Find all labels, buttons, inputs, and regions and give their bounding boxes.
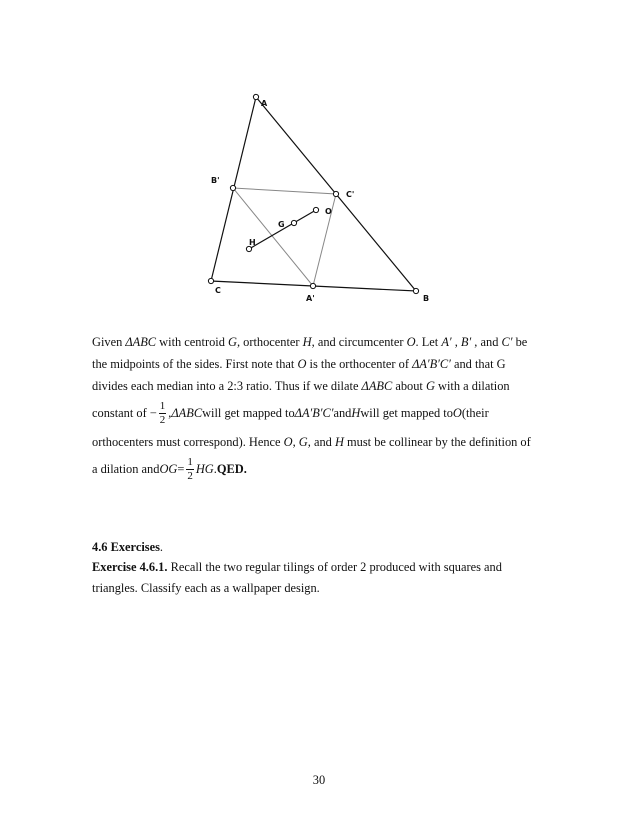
triangle-abc (211, 97, 416, 291)
label-c: C (215, 286, 221, 295)
point-b-prime (230, 185, 235, 190)
proof-line-6: a dilation and OG = $\frac{1}{2}$ HG . QED. (92, 455, 247, 482)
point-b (413, 288, 418, 293)
euler-line (249, 210, 316, 249)
fraction-one-half: $\frac{1}{2}$ (159, 399, 166, 426)
point-a (253, 94, 258, 99)
qed: QED. (216, 462, 247, 476)
proof-line-3: divides each median into a 2:3 ratio. Thus if we dilate ΔABC about G with a dilation (92, 379, 510, 393)
point-o (313, 207, 318, 212)
triangle-figure (0, 0, 638, 330)
proof-line-5: orthocenters must correspond). Hence O, G, and H must be collinear by the definition of (92, 435, 531, 449)
point-g (291, 220, 296, 225)
medial-triangle (233, 188, 336, 286)
label-a-prime: A' (306, 294, 315, 303)
fraction-one-half-2: $\frac{1}{2}$ (187, 455, 193, 482)
point-h (246, 246, 251, 251)
proof-line-1: Given ΔABC with centroid G, orthocenter H, and circumcenter O. Let A′ , B′ , and C′ be (92, 335, 528, 349)
point-c-prime (333, 191, 338, 196)
proof-line-4: constant of − $\frac{1}{2}$ , ΔABC will get mapped to ΔA′B′C′ and H will get mapped to O (their (92, 399, 489, 426)
proof-line-2: the midpoints of the sides. First note that O is the orthocenter of ΔA′B′C′ and that G (92, 357, 506, 371)
label-g: G (278, 220, 285, 229)
page-number: 30 (312, 773, 326, 787)
exercise-4-6-1: Exercise 4.6.1. Recall the two regular tilings of order 2 produced with squares and triangles. Classify each as a wallpaper design. (92, 560, 502, 595)
label-b-prime: B' (211, 176, 220, 185)
exercise-label: Exercise 4.6.1. (92, 560, 168, 574)
label-b: B (423, 294, 430, 303)
label-h: H (249, 238, 256, 247)
proof-paragraph (92, 331, 552, 485)
label-a: A (261, 99, 268, 108)
label-c-prime: C' (346, 190, 355, 199)
label-o: O (325, 207, 332, 216)
section-heading: 4.6 Exercises. (92, 540, 164, 554)
point-c (208, 278, 213, 283)
point-a-prime (310, 283, 315, 288)
